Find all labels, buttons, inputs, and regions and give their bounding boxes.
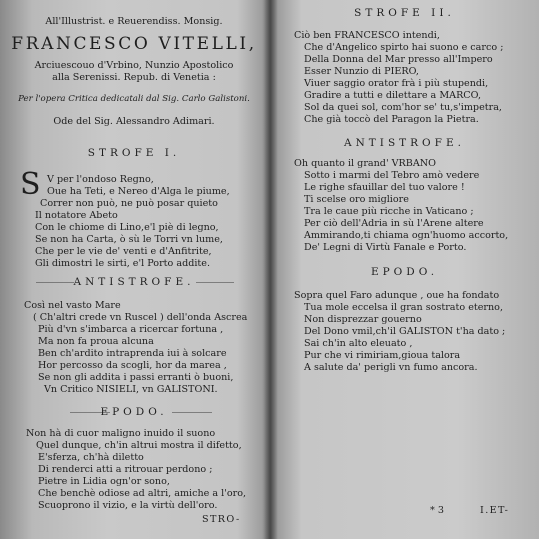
dedicatee-name: FRANCESCO VITELLI, <box>11 34 257 54</box>
verse-line: Esser Nunzio di PIERO, <box>304 66 419 77</box>
catchword: I.ET- <box>480 505 510 516</box>
epodo-heading: EPODO. <box>100 406 168 418</box>
verse-line: Della Donna del Mar presso all'Impero <box>304 54 493 65</box>
verse-line: Per ciò dell'Adria in sù l'Arene altere <box>304 218 484 229</box>
dedication-line: All'Illustrist. e Reuerendiss. Monsig. <box>45 16 223 27</box>
verse-line: V per l'ondoso Regno, <box>47 174 154 185</box>
verse-line: Sopra quel Faro adunque , oue ha fondato <box>294 290 500 301</box>
verse-line: Ammirando,ti chiama ogn'huomo accorto, <box>304 230 509 241</box>
verse-line: Il notatore Abeto <box>35 210 118 221</box>
verse-line: De' Legni di Virtù Fanale e Porto. <box>304 242 467 253</box>
verse-line: Sai ch'in alto eleuato , <box>304 338 413 349</box>
dedicatee-title-line-1: Arciuescouo d'Vrbino, Nunzio Apostolico <box>34 60 234 71</box>
verse-line: Non hà di cuor maligno inuido il suono <box>26 428 216 439</box>
verse-line: Sotto i marmi del Tebro amò vedere <box>304 170 480 181</box>
verse-line: Tua mole eccelsa il gran sostrato eterno, <box>304 302 504 313</box>
verse-line: Vn Critico NISIELI, vn GALISTONI. <box>44 384 218 395</box>
verse-line: Più d'vn s'imbarca a ricercar fortuna , <box>38 324 224 335</box>
drop-cap: S <box>20 167 41 202</box>
verse-line: Oue ha Teti, e Nereo d'Alga le piume, <box>47 186 230 197</box>
verse-line: Di renderci atti a ritrouar perdono ; <box>38 464 213 475</box>
verse-line: Tra le caue più ricche in Vaticano ; <box>304 206 474 217</box>
verse-line: Pietre in Lidia ogn'or sono, <box>38 476 170 487</box>
antistrofe-heading: ANTISTROFE. <box>73 276 195 288</box>
signature-mark: * 3 <box>430 505 444 516</box>
verse-line: Le righe sfauillar del tuo valore ! <box>304 182 465 193</box>
verse-line: Che per le vie de' venti e d'Anfitrite, <box>35 246 212 257</box>
catchword: STRO- <box>202 514 241 525</box>
verse-line: Pur che vi rimiriam,gioua talora <box>304 350 461 361</box>
strofe-i-heading: STROFE I. <box>87 147 181 159</box>
verse-line: ( Ch'altri crede vn Ruscel ) dell'onda Ascrea <box>33 312 248 323</box>
verse-line: Ti scelse oro migliore <box>304 194 409 205</box>
verse-line: Hor percosso da scogli, hor da marea , <box>38 360 227 371</box>
verse-line: Gradire a tutti e dilettare a MARCO, <box>304 90 481 101</box>
verse-line: Viuer saggio orator frà i più stupendi, <box>304 78 489 89</box>
ode-author: Ode del Sig. Alessandro Adimari. <box>53 116 215 127</box>
verse-line: Se non ha Carta, ò sù le Torri vn lume, <box>35 234 223 245</box>
verse-line: Correr non può, ne può posar quieto <box>40 198 218 209</box>
verse-line: Ma non fa proua alcuna <box>38 336 154 347</box>
epodo-heading: EPODO. <box>370 266 439 278</box>
right-page <box>270 0 539 539</box>
left-page <box>0 0 268 539</box>
verse-line: Ben ch'ardito intraprenda iui à solcare <box>38 348 227 359</box>
verse-line: Non disprezzar gouerno <box>304 314 422 325</box>
verse-line: Se non gli addita i passi erranti ò buoni, <box>38 372 234 383</box>
verse-line: Che d'Angelico spirto hai suono e carco ; <box>304 42 504 53</box>
verse-line: Sol da quei sol, com'hor se' tu,s'impetra, <box>304 102 502 113</box>
verse-line: Quel dunque, ch'in altrui mostra il difetto, <box>36 440 242 451</box>
verse-line: Così nel vasto Mare <box>24 300 121 311</box>
verse-line: Scuoprono il vizio, e la virtù dell'oro. <box>38 500 218 511</box>
verse-line: Del Dono vmil,ch'il GALISTON t'ha dato ; <box>304 326 506 337</box>
verse-line: Oh quanto il grand' VRBANO <box>294 158 437 169</box>
dedicatee-title-line-2: alla Serenissi. Repub. di Venetia : <box>52 72 216 83</box>
dedication-note: Per l'opera Critica dedicatali dal Sig. Carlo Galistoni. <box>18 94 250 104</box>
verse-line: Che benchè odiose ad altri, amiche a l'oro, <box>38 488 247 499</box>
verse-line: E'sferza, ch'hà diletto <box>38 452 144 463</box>
antistrofe-heading: ANTISTROFE. <box>344 137 465 149</box>
gutter-fold <box>262 0 278 539</box>
verse-line: A salute da' perigli vn fumo ancora. <box>304 362 478 373</box>
strofe-ii-heading: STROFE II. <box>354 7 455 19</box>
verse-line: Ciò ben FRANCESCO intendi, <box>294 30 440 41</box>
verse-line: Gli dimostri le sirti, e'l Porto addite. <box>35 258 211 269</box>
verse-line: Con le chiome di Lino,e'l piè di legno, <box>35 222 219 233</box>
verse-line: Che già toccò del Paragon la Pietra. <box>304 114 479 125</box>
